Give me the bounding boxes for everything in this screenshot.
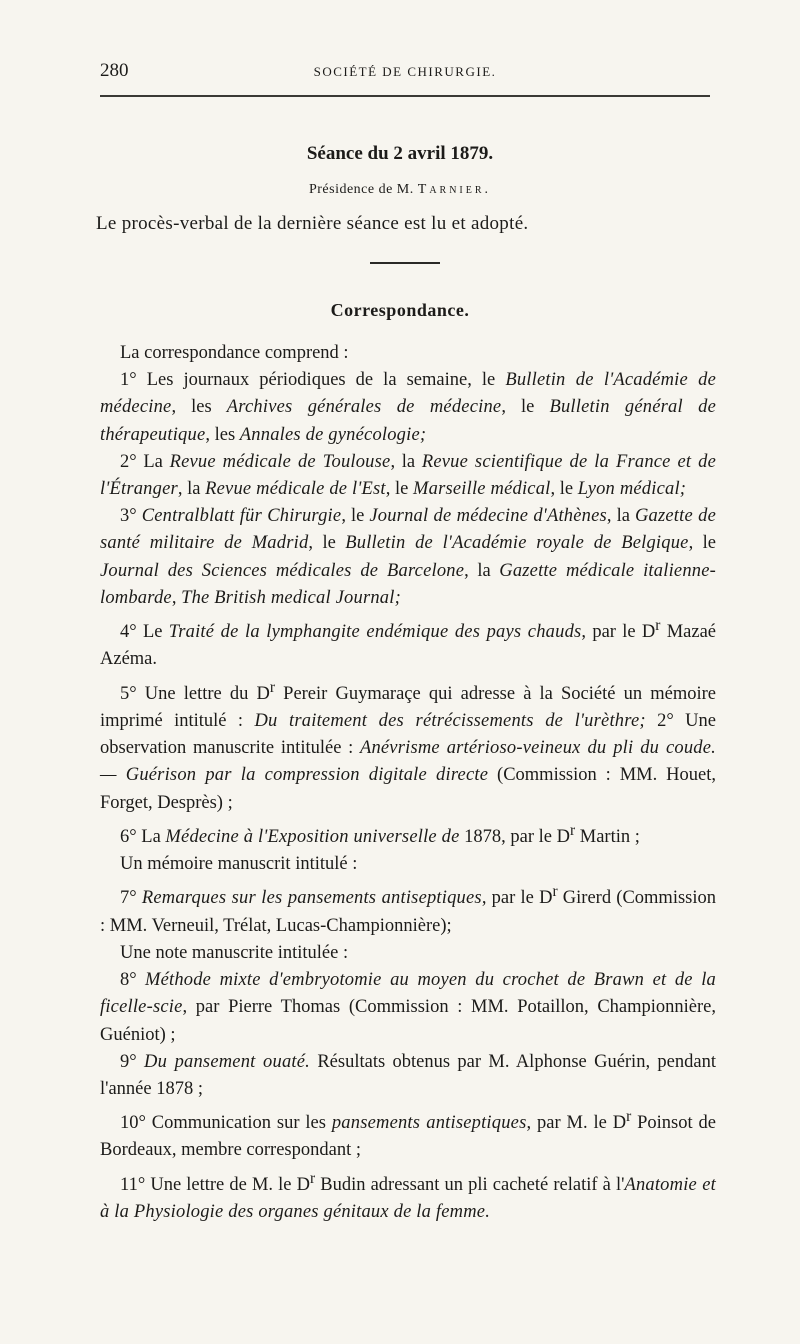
- section-title: Correspondance.: [330, 300, 470, 320]
- intro-paragraph: La correspondance comprend :: [120, 343, 349, 363]
- page-number: 280: [100, 60, 129, 81]
- item-5: 5° Une lettre du $D^r$ Pereir Guymaraçe qui adresse à la Société un mémoire imprimé intitulé : Du traitement des rétrécissements de l'urèthre; 2° Une observation manuscrite intitulée : Anévrisme artérioso-veineux du pli du coude. — Guérison par la compression digitale directe (Commission : MM. Houet, Forget, Desprès) ;: [100, 678, 716, 813]
- header-rule: [100, 95, 710, 97]
- item-1: 1° Les journaux périodiques de la semaine, le Bulletin de l'Académie de médecine, les Archives générales de médecine, le Bulletin général de thérapeutique, les Annales de gynécologie;: [100, 370, 717, 445]
- item-2: 2° La Revue médicale de Toulouse, la Revue scientifique de la France et de l'Étranger, la Revue médicale de l'Est, le Marseille médical, le Lyon médical;: [100, 451, 717, 500]
- item-4: 4° Le Traité de la lymphangite endémique des pays chauds, par le $D^r$ Mazaé Azéma.: [100, 617, 716, 670]
- memoir-heading: Un mémoire manuscrit intitulé :: [120, 854, 358, 875]
- running-title: SOCIÉTÉ DE CHIRURGIE.: [313, 64, 497, 79]
- presidency-prefix: Présidence de M.: [308, 182, 414, 197]
- session-title: Séance du 2 avril 1879.: [306, 143, 494, 164]
- item-10: 10° Communication sur les pansements antiseptiques, par M. le $D^r$ Poinsot de Bordeaux, membre correspondant ;: [100, 1108, 716, 1161]
- correspondence-body: [100, 340, 716, 1226]
- item-7: 7° Remarques sur les pansements antiseptiques, par le $D^r$ Girerd (Commission : MM. Verneuil, Trélat, Lucas-Championnière);: [100, 883, 716, 936]
- section-divider: [370, 262, 440, 264]
- item-9: 9° Du pansement ouaté. Résultats obtenus par M. Alphonse Guérin, pendant l'année 1878 ;: [100, 1051, 716, 1099]
- item-8: 8° Méthode mixte d'embryotomie au moyen du crochet de Brawn et de la ficelle-scie, par Pierre Thomas (Commission : MM. Potaillon, Championnière, Guéniot) ;: [100, 970, 716, 1045]
- item-11: 11° Une lettre de M. le $D^r$ Budin adressant un pli cacheté relatif à l'Anatomie et à la Physiologie des organes génitaux de la femme.: [100, 1169, 717, 1223]
- minutes-line: Le procès-verbal de la dernière séance est lu et adopté.: [96, 213, 529, 234]
- item-3: 3° Centralblatt für Chirurgie, le Journal de médecine d'Athènes, la Gazette de santé militaire de Madrid, le Bulletin de l'Académie royale de Belgique, le Journal des Sciences médicales de Barcelone, la Gazette médicale italienne-lombarde, The British medical Journal;: [100, 506, 716, 608]
- presidency-line: [0, 182, 800, 198]
- president-name: Tarnier.: [417, 182, 492, 197]
- item-6: 6° La Médecine à l'Exposition universelle de 1878, par le $D^r$ Martin ;: [120, 821, 640, 847]
- note-heading: Une note manuscrite intitulée :: [120, 942, 349, 963]
- page-header: [100, 60, 710, 90]
